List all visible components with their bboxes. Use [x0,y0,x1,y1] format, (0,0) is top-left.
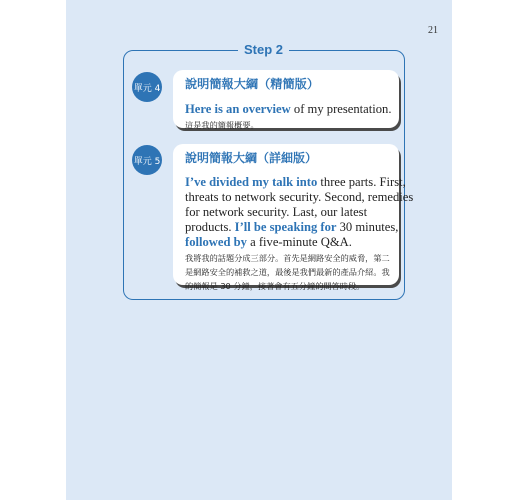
unit-5-english [185,175,414,250]
unit-4-title: 說明簡報大綱（精簡版） [185,77,320,91]
english-text: products. [185,220,235,234]
unit-4-card [173,70,399,128]
unit-4-english-highlight: Here is an overview [185,102,291,116]
unit-4-chinese: 這是我的簡報概要。 [185,120,259,130]
page-number: 21 [428,25,438,36]
unit-5-chinese [185,251,389,293]
unit-5-badge: 單元 5 [132,145,162,175]
unit-5-english-line [185,220,399,235]
unit-4-badge: 單元 4 [132,72,162,102]
unit-5-chinese-line: 是網路安全的補救之道，最後是我們最新的產品介紹。我 [185,267,390,277]
unit-5-english-line [185,175,406,190]
unit-5-chinese-line: 的簡報是 30 分鐘，接著會有五分鐘的問答時段。 [185,281,365,291]
unit-5-english-line [185,235,389,250]
english-text: a five-minute Q&A. [246,235,352,249]
unit-4-english-rest: of my presentation. [290,102,392,116]
english-text: three parts. First, [317,175,406,189]
unit-5-title: 說明簡報大綱（詳細版） [185,151,318,165]
unit-5-card [173,144,414,291]
english-text: 30 minutes, [336,220,399,234]
unit-4-english [185,102,392,117]
book-page [66,0,452,500]
unit-5-english-line: threats to network security. Second, remedies [185,190,414,204]
step-title: Step 2 [238,41,289,59]
english-highlight: followed by [185,235,247,249]
english-highlight: I’ll be speaking for [234,220,337,234]
unit-5-chinese-line: 我將我的話題分成三部分。首先是網路安全的威脅，第二 [185,253,390,263]
english-highlight: I’ve divided my talk into [185,175,318,189]
unit-5-english-line: for network security. Last, our latest [185,205,368,219]
